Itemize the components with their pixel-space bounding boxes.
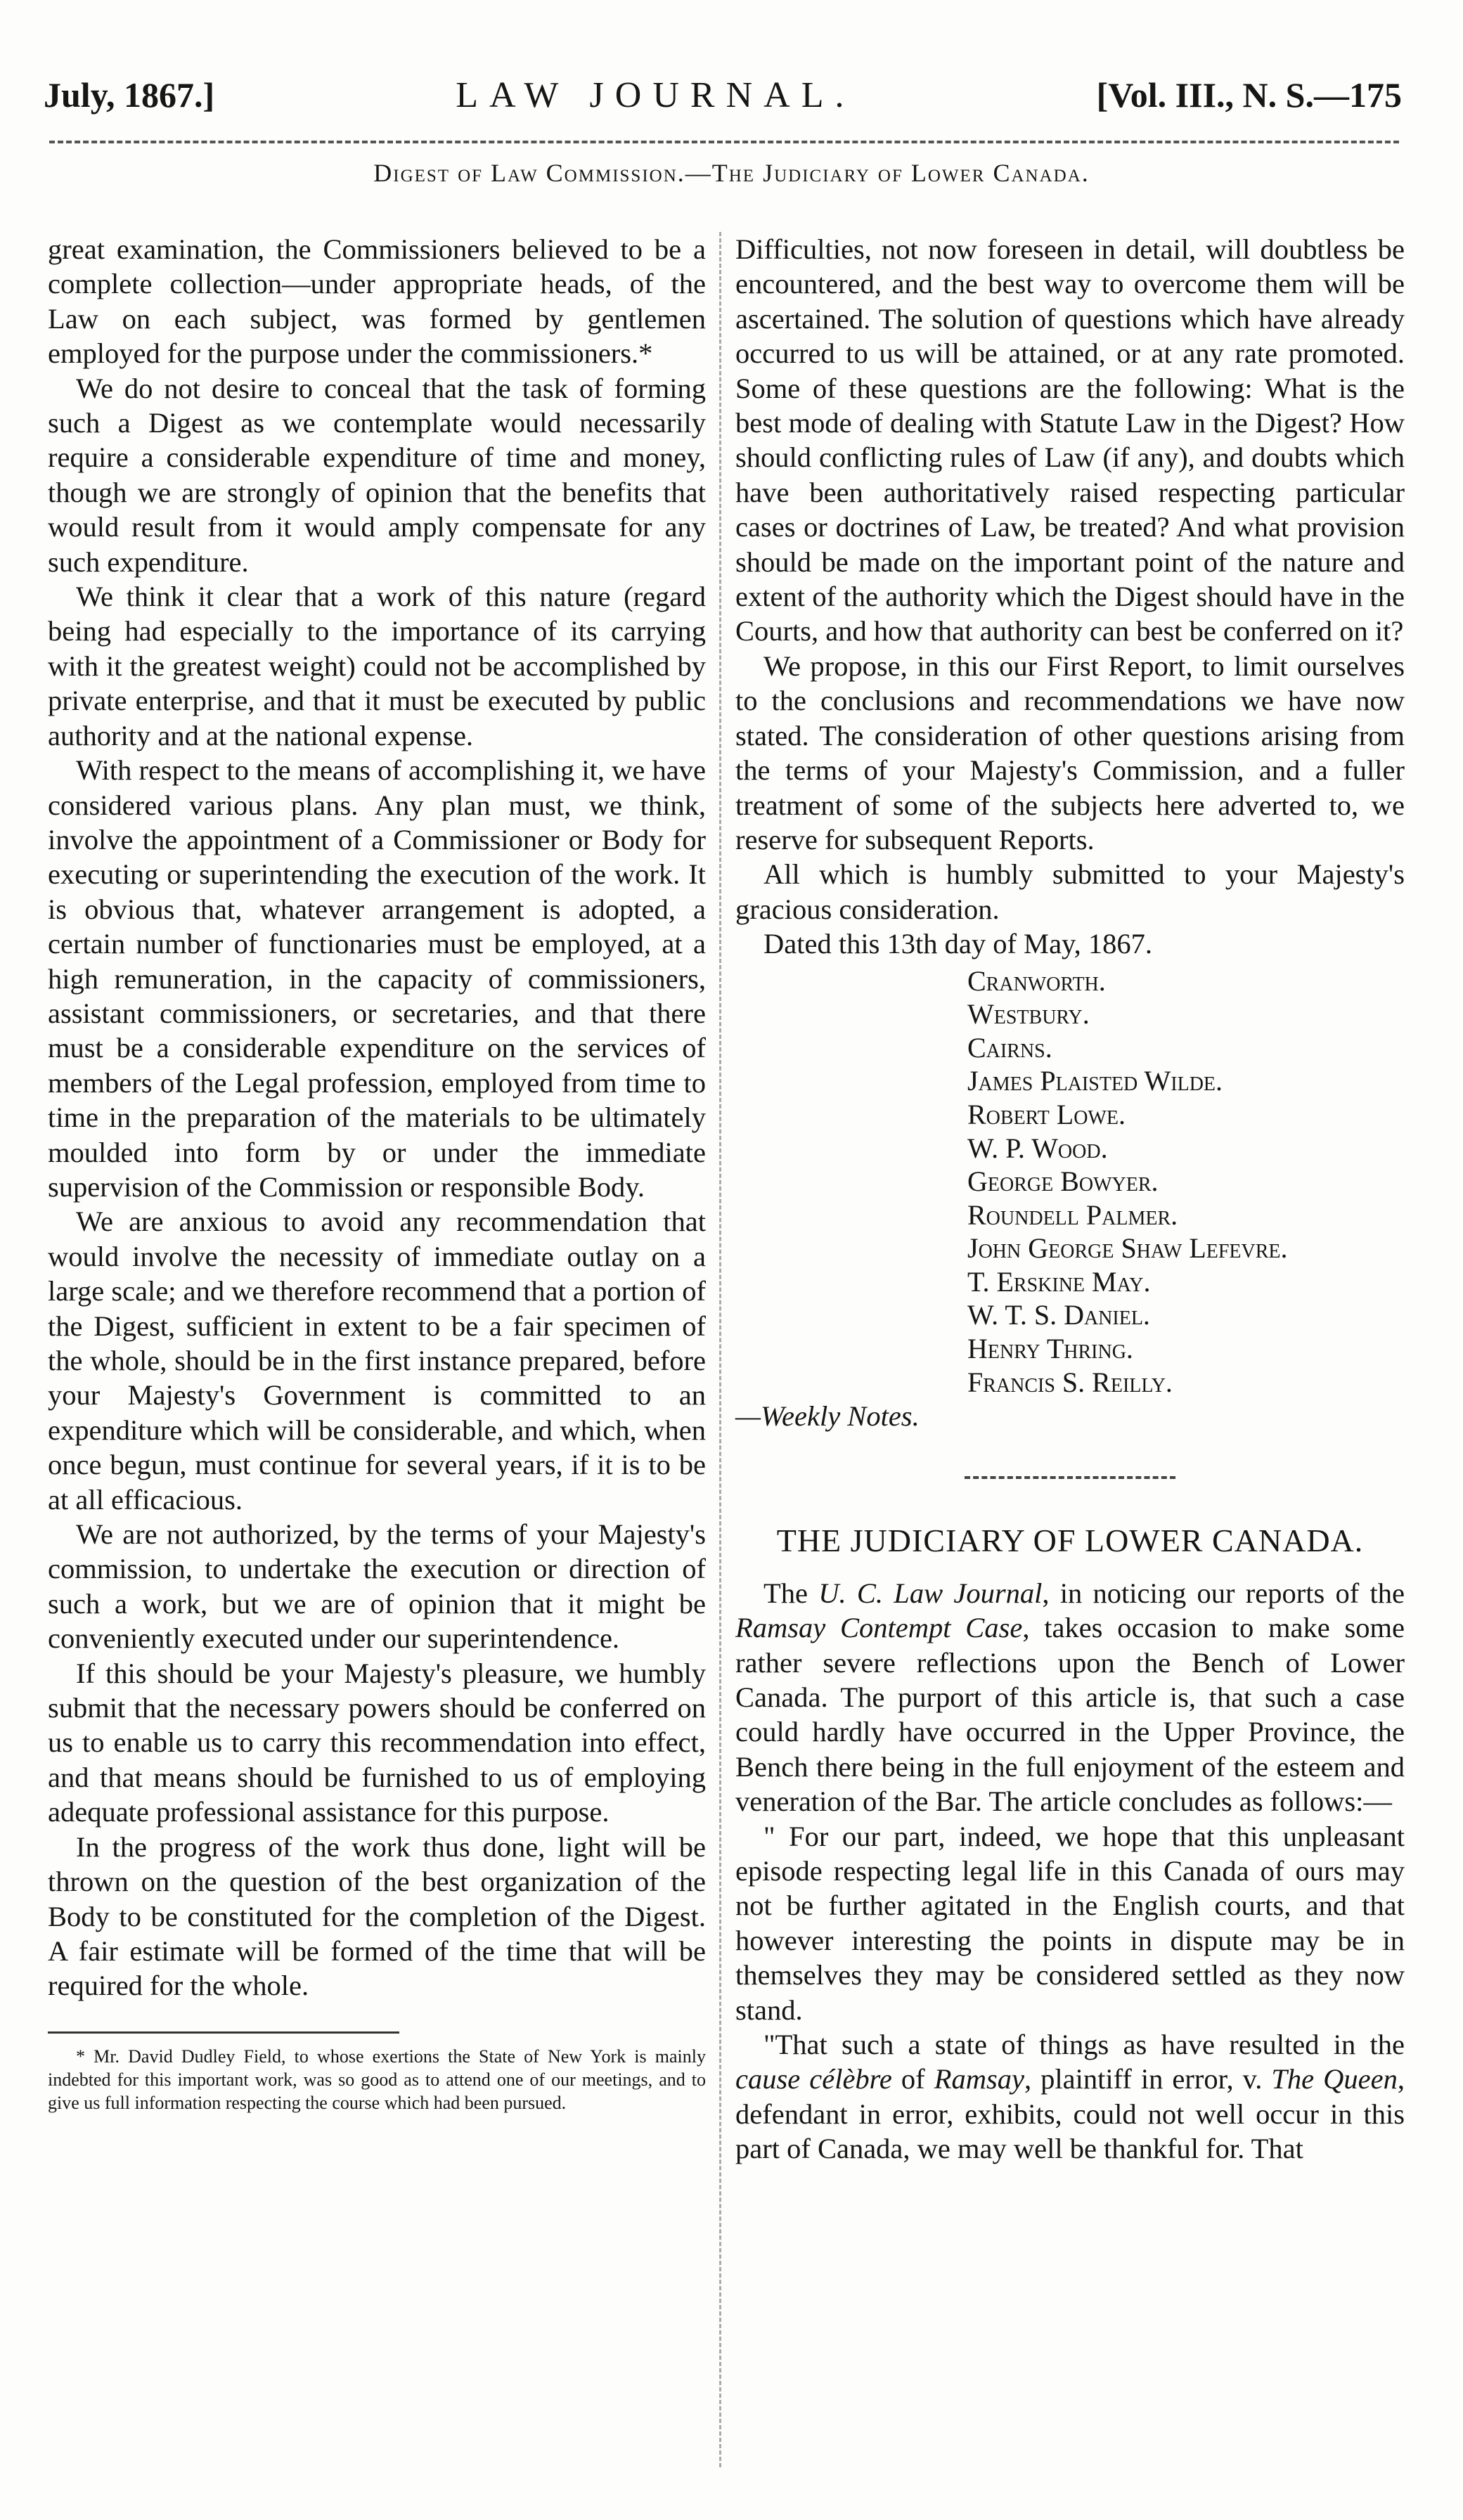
paragraph: All which is humbly submitted to your Majesty's gracious consideration. xyxy=(735,858,1405,925)
paragraph: Difficulties, not now foreseen in detail, will doubtless be encountered, and the best way to overcome them will be ascertained. The solution of questions which have already occurred to us will be attained, or at any rate promoted. Some of these questions are the following: What is the best mode of dealing with Statute Law in the Digest? How should conflicting rules of Law (if any), and doubts which have been authoritatively raised respecting particular cases or doctrines of Law, be treated? And what provision should be made on the important point of the nature and extent of the authority which the Digest should have in the Courts, and how that authority can best be conferred on it? xyxy=(735,233,1405,647)
text-run: , defendant in error, exhibits, could not well occur in this part of Canada, we may well be thankful for. That xyxy=(735,2063,1405,2165)
signatory: Westbury. xyxy=(967,998,1090,1030)
signatory: Henry Thring. xyxy=(967,1333,1133,1365)
paragraph: We propose, in this our First Report, to limit ourselves to the conclusions and recommendations we have now stated. The consideration of other questions arising from the terms of your Majesty's Commission, and a fuller treatment of some of the subjects here adverted to, we reserve for subsequent Reports. xyxy=(735,650,1405,855)
italic-run: cause célèbre xyxy=(735,2063,892,2095)
signatory: Cairns. xyxy=(967,1031,1052,1064)
signatory: Roundell Palmer. xyxy=(967,1198,1178,1231)
signatory: Robert Lowe. xyxy=(967,1098,1126,1130)
right-column xyxy=(735,232,1405,2166)
paragraph: We think it clear that a work of this nature (regard being had especially to the importance of its carrying with it the greatest weight) could not be accomplished by private enterprise, and that it must be executed by public authority and at the national expense. xyxy=(48,581,706,751)
section-heading: Digest of Law Commission.—The Judiciary of Lower Canada. xyxy=(373,159,1090,187)
paragraph: With respect to the means of accomplishing it, we have considered various plans. Any plan must, we think, involve the appointment of a Commissioner or Body for executing or superintending the execution of the work. It is obvious that, whatever arrangement is adopted, a certain number of functionaries must be employed, at a high remuneration, in the capacity of commissioners, assistant commissioners, or secretaries, and that there must be a considerable expenditure on the services of members of the Legal profession, employed from time to time in the preparation of the materials to be ultimately moulded into form by or under the immediate supervision of the Commission or responsible Body. xyxy=(48,754,706,1203)
paragraph: We are not authorized, by the terms of your Majesty's commission, to undertake the execution or direction of such a work, but we are of opinion that it might be conveniently executed under our superintendence. xyxy=(48,1518,706,1655)
column-divider xyxy=(719,232,721,2467)
text-run: , takes occasion to make some rather severe reflections upon the Bench of Lower Canada. The purport of this article is, that such a case could hardly have occurred in the Upper Province, the Bench there being in the full enjoyment of the esteem and veneration of the Bar. The article concludes as follows:— xyxy=(735,1612,1405,1818)
signatory: James Plaisted Wilde. xyxy=(967,1065,1223,1097)
article-title: THE JUDICIARY OF LOWER CANADA. xyxy=(776,1522,1364,1558)
italic-run: Ramsay xyxy=(934,2063,1024,2095)
italic-run: Ramsay Contempt Case xyxy=(735,1612,1023,1644)
article-separator xyxy=(965,1476,1175,1479)
text-run: , plaintiff in error, v. xyxy=(1024,2063,1272,2095)
signatory: T. Erskine May. xyxy=(967,1265,1151,1298)
journal-title: LAW JOURNAL. xyxy=(456,75,856,115)
paragraph: We do not desire to conceal that the task of forming such a Digest as we contemplate would necessarily require a considerable expenditure of time and money, though we are strongly of opinion that the benefits that would result from it would amply compensate for any such expenditure. xyxy=(48,372,706,578)
signatory: W. T. S. Daniel. xyxy=(967,1299,1150,1331)
dateline: Dated this 13th day of May, 1867. xyxy=(763,928,1153,960)
text-run: "That such a state of things as have resulted in the xyxy=(763,2029,1405,2061)
footnote: * Mr. David Dudley Field, to whose exertions the State of New York is mainly indebted for this important work, was so good as to attend one of our meetings, and to give us full information respecting the course which had been pursued. xyxy=(48,2046,706,2114)
paragraph: If this should be your Majesty's pleasure, we humbly submit that the necessary powers should be conferred on us to enable us to carry this recommendation into effect, and that means should be furnished to us of employing adequate professional assistance for this purpose. xyxy=(48,1657,706,1828)
text-run: The xyxy=(763,1577,819,1609)
source-credit: —Weekly Notes. xyxy=(735,1400,920,1433)
running-head xyxy=(44,75,1402,116)
footnote-rule xyxy=(48,2031,399,2034)
signatory: George Bowyer. xyxy=(967,1165,1159,1198)
text-run: of xyxy=(891,2063,934,2095)
italic-run: U. C. Law Journal xyxy=(818,1577,1043,1609)
article-paragraph xyxy=(735,2027,1405,2166)
volume-page: [Vol. III., N. S.—175 xyxy=(1096,75,1402,115)
header-rule xyxy=(49,141,1399,143)
signatory: Francis S. Reilly. xyxy=(967,1366,1173,1398)
issue-date: July, 1867.] xyxy=(44,75,215,115)
paragraph: In the progress of the work thus done, light will be thrown on the question of the best organization of the Body to be constituted for the completion of the Digest. A fair estimate will be formed of the time that will be required for the whole. xyxy=(48,1830,706,2002)
left-column xyxy=(48,232,706,2115)
italic-run: The Queen xyxy=(1271,2063,1398,2095)
signatory: Cranworth. xyxy=(967,964,1106,997)
paragraph: We are anxious to avoid any recommendation that would involve the necessity of immediate outlay on a large scale; and we therefore recommend that a portion of the Digest, sufficient in extent to be a fair specimen of the whole, should be in the first instance prepared, before your Majesty's Government is committed to an expenditure which will be considerable, and which, when once begun, must continue for several years, if it is to be at all efficacious. xyxy=(48,1206,706,1516)
signatory: W. P. Wood. xyxy=(967,1132,1108,1164)
signatory-list xyxy=(967,964,1405,1400)
signatory: John George Shaw Lefevre. xyxy=(967,1232,1288,1265)
paragraph: great examination, the Commissioners believed to be a complete collection—under appropriate heads, of the Law on each subject, was formed by gentlemen employed for the purpose under the commissioners.* xyxy=(48,233,706,370)
article-paragraph xyxy=(735,1576,1405,1819)
text-run: , in noticing our reports of the xyxy=(1042,1577,1405,1609)
article-paragraph: " For our part, indeed, we hope that this unpleasant episode respecting legal life in this Canada of ours may not be further agitated in the English courts, and that however interesting the points in dispute may be in themselves they may be considered settled as they now stand. xyxy=(735,1820,1405,2026)
